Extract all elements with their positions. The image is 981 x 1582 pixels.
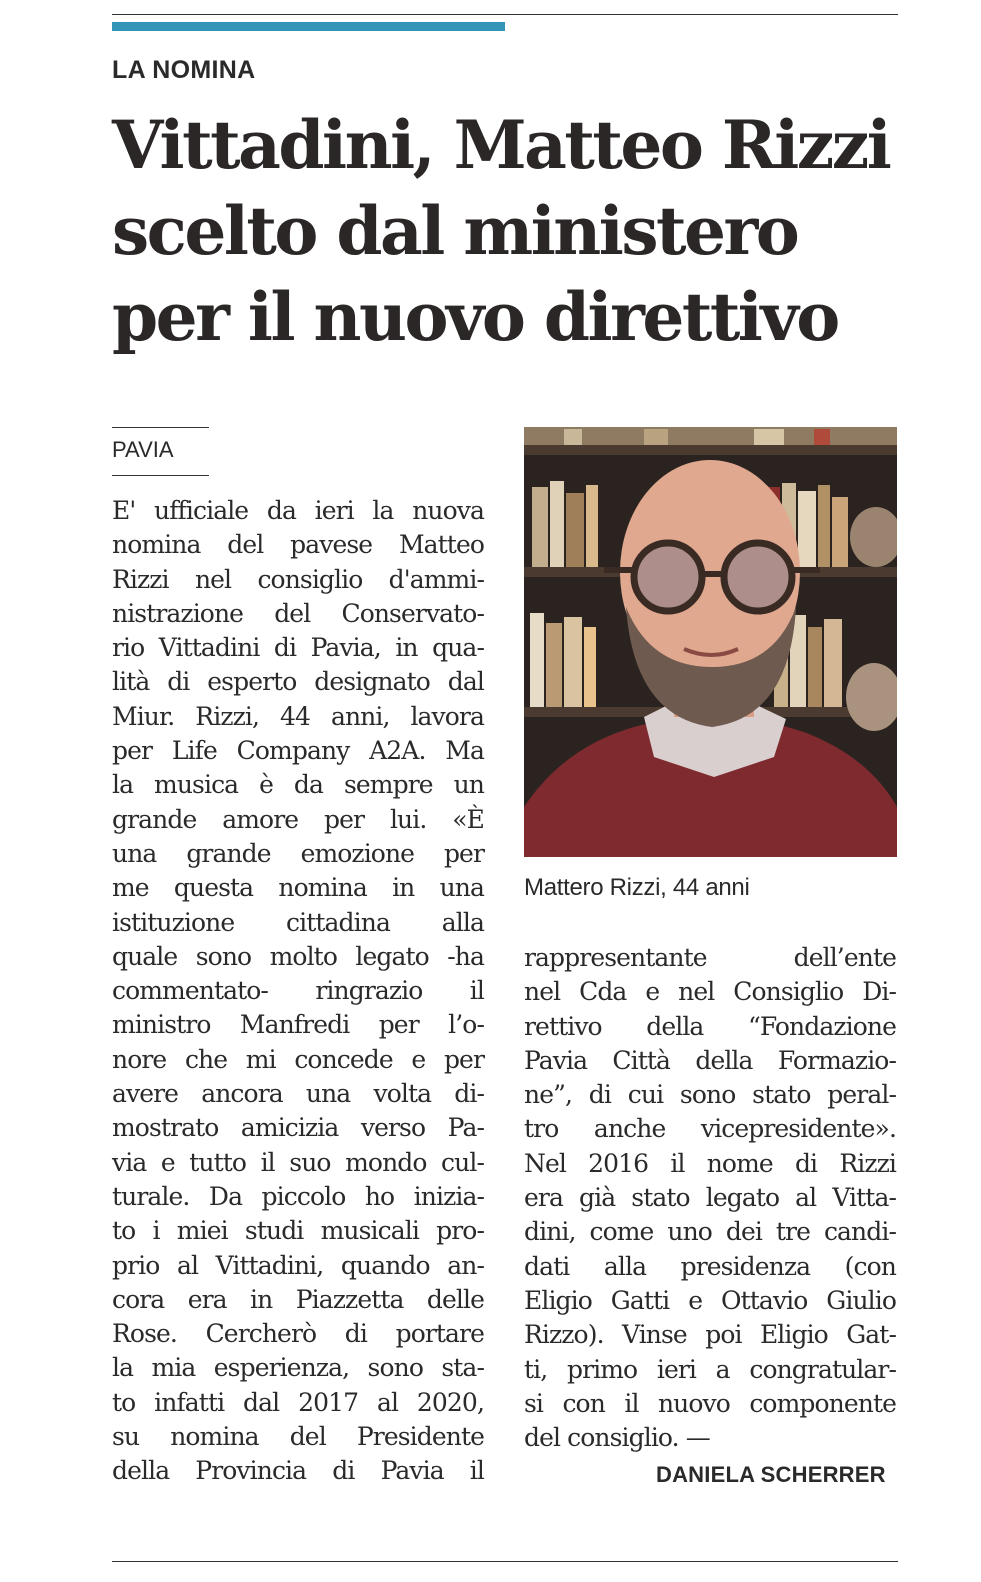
body-line: tro anche vicepresidente». xyxy=(524,1114,896,1144)
body-line: rappresentante dell’ente xyxy=(524,943,896,972)
portrait-photo xyxy=(524,427,897,857)
portrait-illustration xyxy=(524,427,897,857)
body-line: nomina del pavese Matteo xyxy=(112,530,484,560)
body-line: si con il nuovo componente xyxy=(524,1388,896,1418)
body-column-right xyxy=(524,941,896,1455)
body-line: avere ancora una volta di- xyxy=(112,1079,484,1109)
body-line: Rizzo). Vinse poi Eligio Gat- xyxy=(524,1320,896,1350)
headline-line: scelto dal ministero xyxy=(112,192,798,270)
body-line: ministro Manfredi per l’o- xyxy=(112,1010,484,1040)
body-line: Rose. Cercherò di portare xyxy=(112,1319,484,1349)
body-line: Pavia Città della Formazio- xyxy=(524,1045,896,1075)
body-line: la musica è da sempre un xyxy=(112,770,484,800)
body-line: dati alla presidenza (con xyxy=(524,1251,896,1281)
body-line: del consiglio. — xyxy=(524,1423,710,1453)
bottom-rule xyxy=(112,1561,898,1562)
accent-bar xyxy=(112,22,505,31)
body-line: rettivo della “Fondazione xyxy=(524,1011,896,1041)
headline-line: per il nuovo direttivo xyxy=(112,278,838,356)
byline: DANIELA SCHERRER xyxy=(656,1462,886,1487)
body-line: per Life Company A2A. Ma xyxy=(112,736,484,766)
body-line: quale sono molto legato -ha xyxy=(112,941,484,971)
body-line: ne”, di cui sono stato peral- xyxy=(524,1080,896,1110)
body-line: su nomina del Presidente xyxy=(112,1422,484,1452)
body-line: to i miei studi musicali pro- xyxy=(112,1216,484,1246)
body-line: una grande emozione per xyxy=(112,838,484,868)
body-line: ti, primo ieri a congratular- xyxy=(524,1354,896,1384)
body-line: nistrazione del Conservato- xyxy=(112,598,484,628)
body-line: prio al Vittadini, quando an- xyxy=(112,1250,484,1280)
dateline-rule-bottom xyxy=(112,475,209,476)
body-line: lità di esperto designato dal xyxy=(112,667,484,697)
body-line: nel Cda e nel Consiglio Di- xyxy=(524,977,896,1007)
body-line: commentato- ringrazio il xyxy=(112,976,484,1006)
body-line: la mia esperienza, sono sta- xyxy=(112,1353,484,1383)
body-line: della Provincia di Pavia il xyxy=(112,1456,484,1486)
body-line: me questa nomina in una xyxy=(112,873,484,903)
kicker: LA NOMINA xyxy=(112,56,256,84)
body-line: to infatti dal 2017 al 2020, xyxy=(112,1387,484,1417)
body-line: Rizzi nel consiglio d'ammi- xyxy=(112,564,484,594)
dateline-rule-top xyxy=(112,427,209,428)
headline xyxy=(112,102,912,360)
body-line: rio Vittadini di Pavia, in qua- xyxy=(112,633,484,663)
body-line: era già stato legato al Vitta- xyxy=(524,1183,896,1213)
dateline: PAVIA xyxy=(112,437,174,462)
body-line: Miur. Rizzi, 44 anni, lavora xyxy=(112,701,484,731)
body-line: cora era in Piazzetta delle xyxy=(112,1284,484,1314)
body-line: E' ufficiale da ieri la nuova xyxy=(112,496,484,525)
body-column-left xyxy=(112,494,484,1489)
body-line: via e tutto il suo mondo cul- xyxy=(112,1147,484,1177)
body-line: Nel 2016 il nome di Rizzi xyxy=(524,1148,896,1178)
top-rule xyxy=(112,14,898,15)
body-line: grande amore per lui. «È xyxy=(112,804,484,834)
body-line: turale. Da piccolo ho inizia- xyxy=(112,1181,484,1211)
body-line: dini, come uno dei tre candi- xyxy=(524,1217,896,1247)
photo-caption: Mattero Rizzi, 44 anni xyxy=(524,874,750,901)
body-line: nore che mi concede e per xyxy=(112,1044,484,1074)
body-line: istituzione cittadina alla xyxy=(112,907,484,937)
body-line: mostrato amicizia verso Pa- xyxy=(112,1113,484,1143)
body-line: Eligio Gatti e Ottavio Giulio xyxy=(524,1285,896,1315)
headline-line: Vittadini, Matteo Rizzi xyxy=(112,106,890,184)
